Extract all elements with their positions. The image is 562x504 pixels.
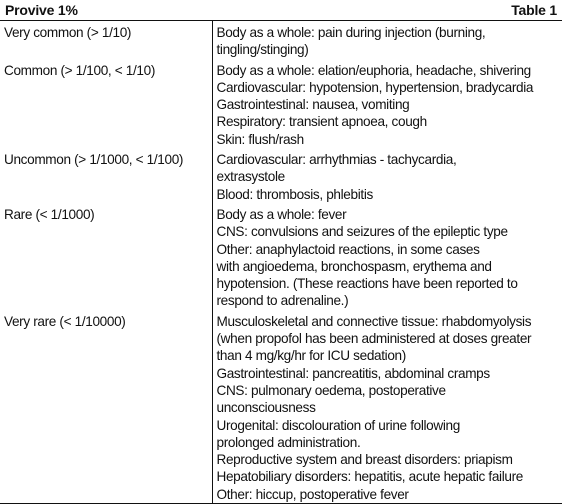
effect-line: respond to adrenaline.): [216, 293, 349, 309]
effect-line: hypotension. (These reactions have been reported to: [216, 276, 518, 292]
frequency-cell: [0, 21, 212, 59]
frequency-label: Common (> 1/100, < 1/10): [4, 62, 156, 78]
effect-line: Body as a whole: elation/euphoria, headache, shivering: [216, 62, 531, 78]
adverse-effects-table: [0, 21, 562, 504]
table-row: [0, 21, 562, 59]
effect-line: than 4 mg/kg/hr for ICU sedation): [216, 348, 406, 364]
frequency-cell: [0, 59, 212, 148]
effect-line: extrasystole: [216, 169, 285, 185]
effect-line: Gastrointestinal: nausea, vomiting: [216, 97, 410, 113]
effect-line: Body as a whole: pain during injection (burning,: [216, 25, 486, 40]
effect-line: Body as a whole: fever: [216, 206, 347, 222]
effect-line: Musculoskeletal and connective tissue: rhabdomyolysis: [216, 313, 532, 329]
table-label: Table 1: [511, 2, 557, 18]
table-row: [0, 310, 562, 504]
effect-line: CNS: convulsions and seizures of the epileptic type: [216, 224, 508, 240]
effect-line: Other: anaphylactoid reactions, in some cases: [216, 241, 480, 257]
table-row: [0, 148, 562, 203]
frequency-cell: [0, 203, 212, 310]
frequency-label: Uncommon (> 1/1000, < 1/100): [4, 152, 184, 168]
frequency-cell: [0, 310, 212, 504]
effect-line: tingling/stinging): [216, 42, 309, 58]
effect-line: Blood: thrombosis, phlebitis: [216, 186, 373, 202]
effects-cell: [212, 21, 562, 59]
frequency-cell: [0, 148, 212, 203]
effect-line: CNS: pulmonary oedema, postoperative: [216, 382, 446, 398]
frequency-label: Very rare (< 1/10000): [4, 313, 126, 329]
document-title: Provive 1%: [5, 2, 78, 18]
effects-cell: [212, 310, 562, 504]
table-row: [0, 203, 562, 310]
effect-line: Respiratory: transient apnoea, cough: [216, 114, 427, 130]
table-header-bar: [0, 0, 562, 21]
table-row: [0, 59, 562, 148]
effect-line: Cardiovascular: hypotension, hypertension, bradycardia: [216, 79, 534, 95]
effect-line: Gastrointestinal: pancreatitis, abdominal cramps: [216, 365, 490, 381]
effect-line: Reproductive system and breast disorders: priapism: [216, 452, 513, 468]
frequency-label: Rare (< 1/1000): [4, 206, 95, 222]
effect-line: unconsciousness: [216, 400, 316, 416]
effect-line: Urogenital: discolouration of urine following: [216, 417, 460, 433]
effect-line: Cardiovascular: arrhythmias - tachycardia,: [216, 152, 457, 168]
frequency-label: Very common (> 1/10): [4, 25, 132, 40]
effect-line: Other: hiccup, postoperative fever: [216, 486, 409, 502]
effect-line: Hepatobiliary disorders: hepatitis, acute hepatic failure: [216, 469, 523, 485]
effects-cell: [212, 203, 562, 310]
effects-cell: [212, 148, 562, 203]
effect-line: Skin: flush/rash: [216, 131, 304, 147]
effect-line: (when propofol has been administered at doses greater: [216, 331, 532, 347]
effect-line: with angioedema, bronchospasm, erythema and: [216, 258, 492, 274]
effects-cell: [212, 59, 562, 148]
effect-line: prolonged administration.: [216, 434, 361, 450]
table-body: [0, 21, 562, 504]
